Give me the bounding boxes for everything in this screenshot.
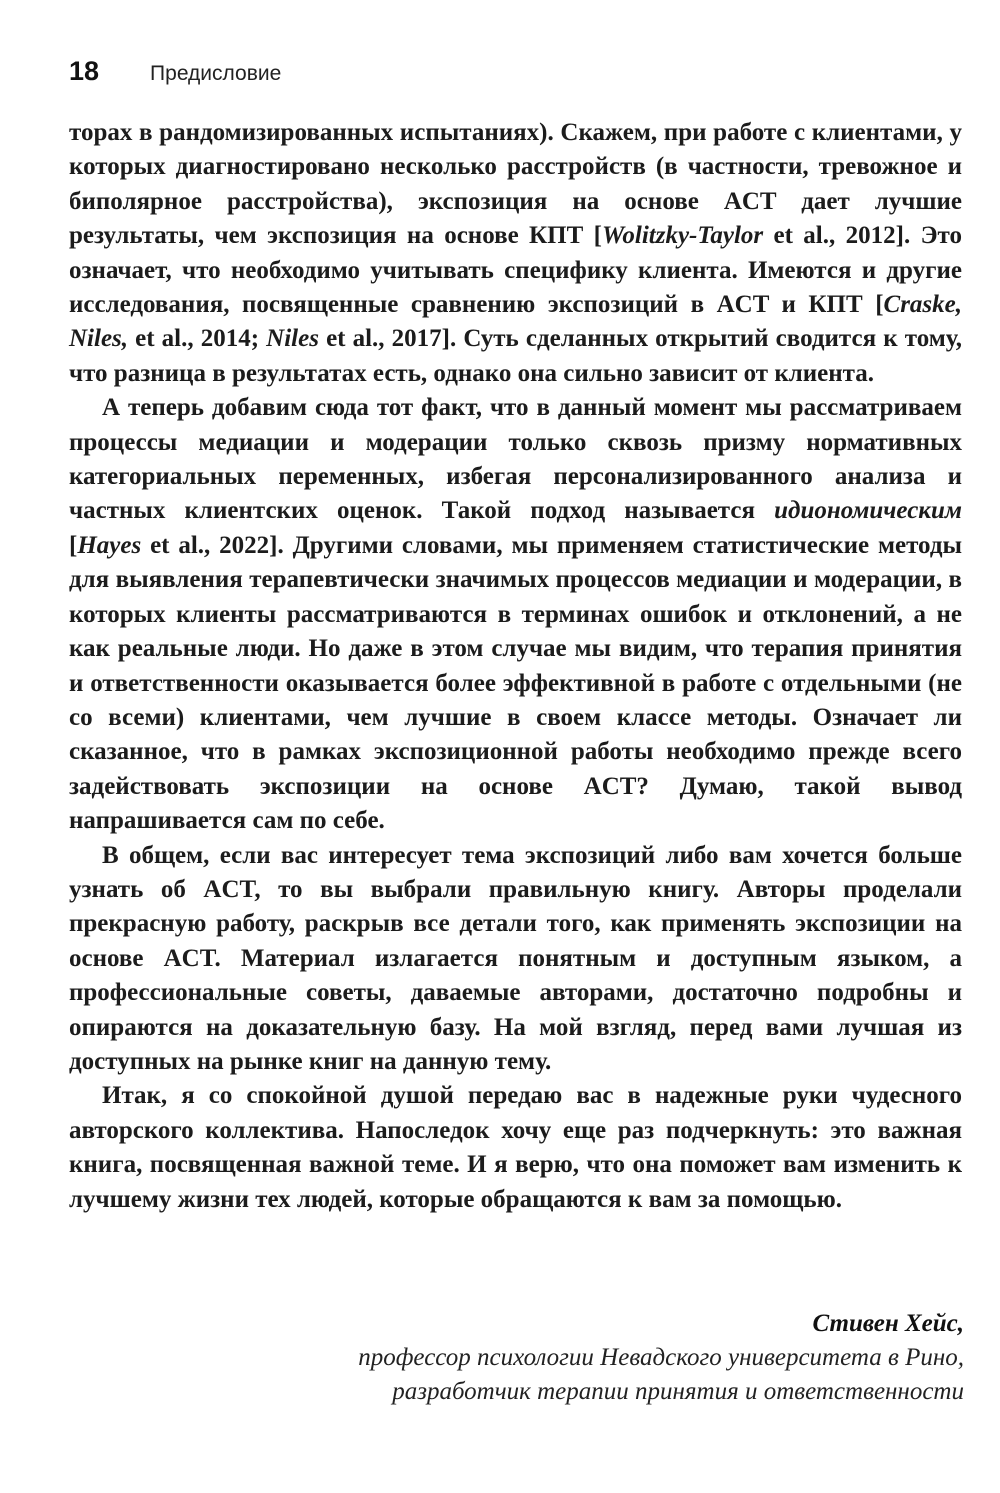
citation-author: Niles: [266, 325, 319, 353]
running-header: [69, 56, 281, 87]
citation-author: Hayes: [77, 531, 142, 559]
page-number: 18: [69, 56, 100, 86]
body-text: [69, 116, 962, 1217]
author-role: разработчик терапии принятия и ответственности: [392, 1378, 964, 1405]
paragraph-2: А теперь добавим сюда тот факт, что в данный момент мы рассматриваем процессы медиации и модерации только сквозь призму нормативных категориальных переменных, избегая персонализированного анализа и частных клиентских оценок. Такой подход называется идиономическим [Hayes et al., 2022]. Другими словами, мы применяем статистические методы для выявления терапевтически значимых процессов медиации и модерации, в которых клиенты рассматриваются в терминах ошибок и отклонений, а не как реальные люди. Но даже в этом случае мы видим, что терапия принятия и ответственности оказывается более эффективной в работе с отдельными (не со всеми) клиентами, чем лучшие в своем классе методы. Означает ли сказанное, что в рамках экспозиционной работы необходимо прежде всего задействовать экспозиции на основе ACT? Думаю, такой вывод напрашивается сам по себе.: [69, 394, 962, 835]
signature-block: [358, 1307, 964, 1409]
paragraph-3: В общем, если вас интересует тема экспозиций либо вам хочется больше узнать об ACT, то вы выбрали правильную книгу. Авторы проделали прекрасную работу, раскрыв все детали того, как применять экспозиции на основе ACT. Материал излагается понятным и доступным языком, а профессиональные советы, даваемые авторами, достаточно подробны и опираются на доказательную базу. На мой взгляд, перед вами лучшая из доступных на рынке книг на данную тему.: [69, 841, 962, 1075]
author-title: профессор психологии Невадского университета в Рино,: [358, 1344, 964, 1371]
term-italic: идиономическим: [774, 497, 962, 525]
author-name: Стивен Хейс,: [812, 1310, 964, 1337]
citation-author: Wolitzky-Taylor: [602, 222, 764, 250]
paragraph-4: Итак, я со спокойной душой передаю вас в надежные руки чудесного авторского коллектива. Напоследок хочу еще раз подчеркнуть: это важная книга, посвященная важной теме. И я верю, что она поможет вам изменить к лучшему жизни тех людей, которые обращаются к вам за помощью.: [69, 1082, 962, 1213]
paragraph-1: торах в рандомизированных испытаниях). Скажем, при работе с клиентами, у которых диагностировано несколько расстройств (в частности, тревожное и биполярное расстройства), экспозиция на основе ACT дает лучшие результаты, чем экспозиция на основе КПТ [Wolitzky-Taylor et al., 2012]. Это означает, что необходимо учитывать специфику клиента. Имеются и другие исследования, посвященные сравнению экспозиций в ACT и КПТ [Craske, Niles, et al., 2014; Niles et al., 2017]. Суть сделанных открытий сводится к тому, что разница в результатах есть, однако она сильно зависит от клиента.: [69, 119, 962, 387]
section-title: Предисловие: [150, 62, 282, 85]
citation-author: Craske, Niles,: [69, 291, 962, 353]
